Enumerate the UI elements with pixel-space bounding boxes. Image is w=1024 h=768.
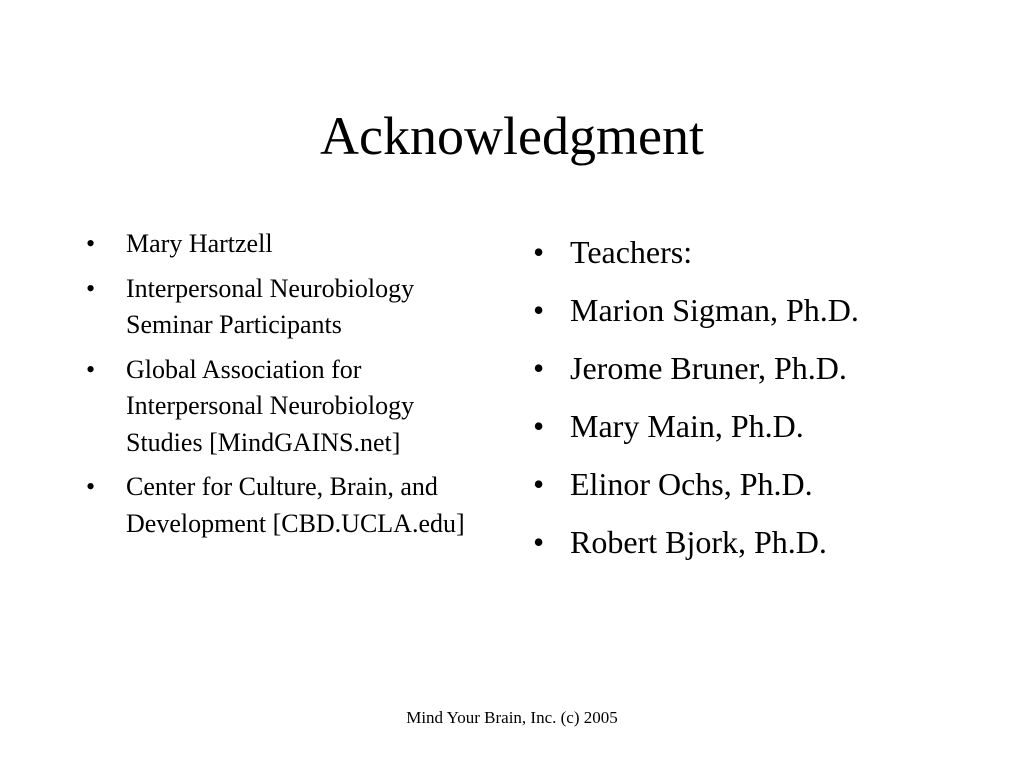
list-item: [533, 519, 1003, 565]
list-item-text: Robert Bjork, Ph.D.: [570, 524, 827, 560]
left-bullet-list: [86, 226, 496, 550]
slide-title: Acknowledgment: [320, 106, 704, 166]
bullet-icon: •: [86, 273, 96, 303]
list-item: [533, 403, 1003, 449]
bullet-icon: •: [533, 466, 545, 502]
bullet-icon: •: [533, 234, 545, 270]
list-item-text: Mary Main, Ph.D.: [570, 408, 804, 444]
list-item-text: Teachers:: [570, 234, 693, 270]
list-item-text: Center for Culture, Brain, and Development [CBD.UCLA.edu]: [126, 472, 465, 538]
bullet-icon: •: [533, 408, 545, 444]
list-item: [533, 287, 1003, 333]
list-item: [533, 345, 1003, 391]
list-item: [86, 469, 496, 542]
list-item-text: Global Association for Interpersonal Neurobiology Studies [MindGAINS.net]: [126, 354, 415, 457]
right-bullet-list: [533, 229, 1003, 577]
list-item: [533, 461, 1003, 507]
bullet-icon: •: [533, 350, 545, 386]
list-item: [86, 271, 496, 344]
slide-footer: Mind Your Brain, Inc. (c) 2005: [406, 708, 618, 727]
bullet-icon: •: [86, 229, 96, 258]
bullet-icon: •: [86, 354, 96, 384]
list-item: [533, 229, 1003, 275]
bullet-icon: •: [533, 292, 545, 328]
list-item-text: Interpersonal Neurobiology Seminar Participants: [126, 273, 415, 339]
bullet-icon: •: [533, 524, 545, 560]
list-item: [86, 226, 496, 263]
bullet-icon: •: [86, 472, 96, 501]
list-item-text: Jerome Bruner, Ph.D.: [570, 350, 847, 386]
list-item: [86, 352, 496, 462]
list-item-text: Marion Sigman, Ph.D.: [570, 292, 859, 328]
list-item-text: Mary Hartzell: [126, 229, 273, 258]
list-item-text: Elinor Ochs, Ph.D.: [570, 466, 813, 502]
